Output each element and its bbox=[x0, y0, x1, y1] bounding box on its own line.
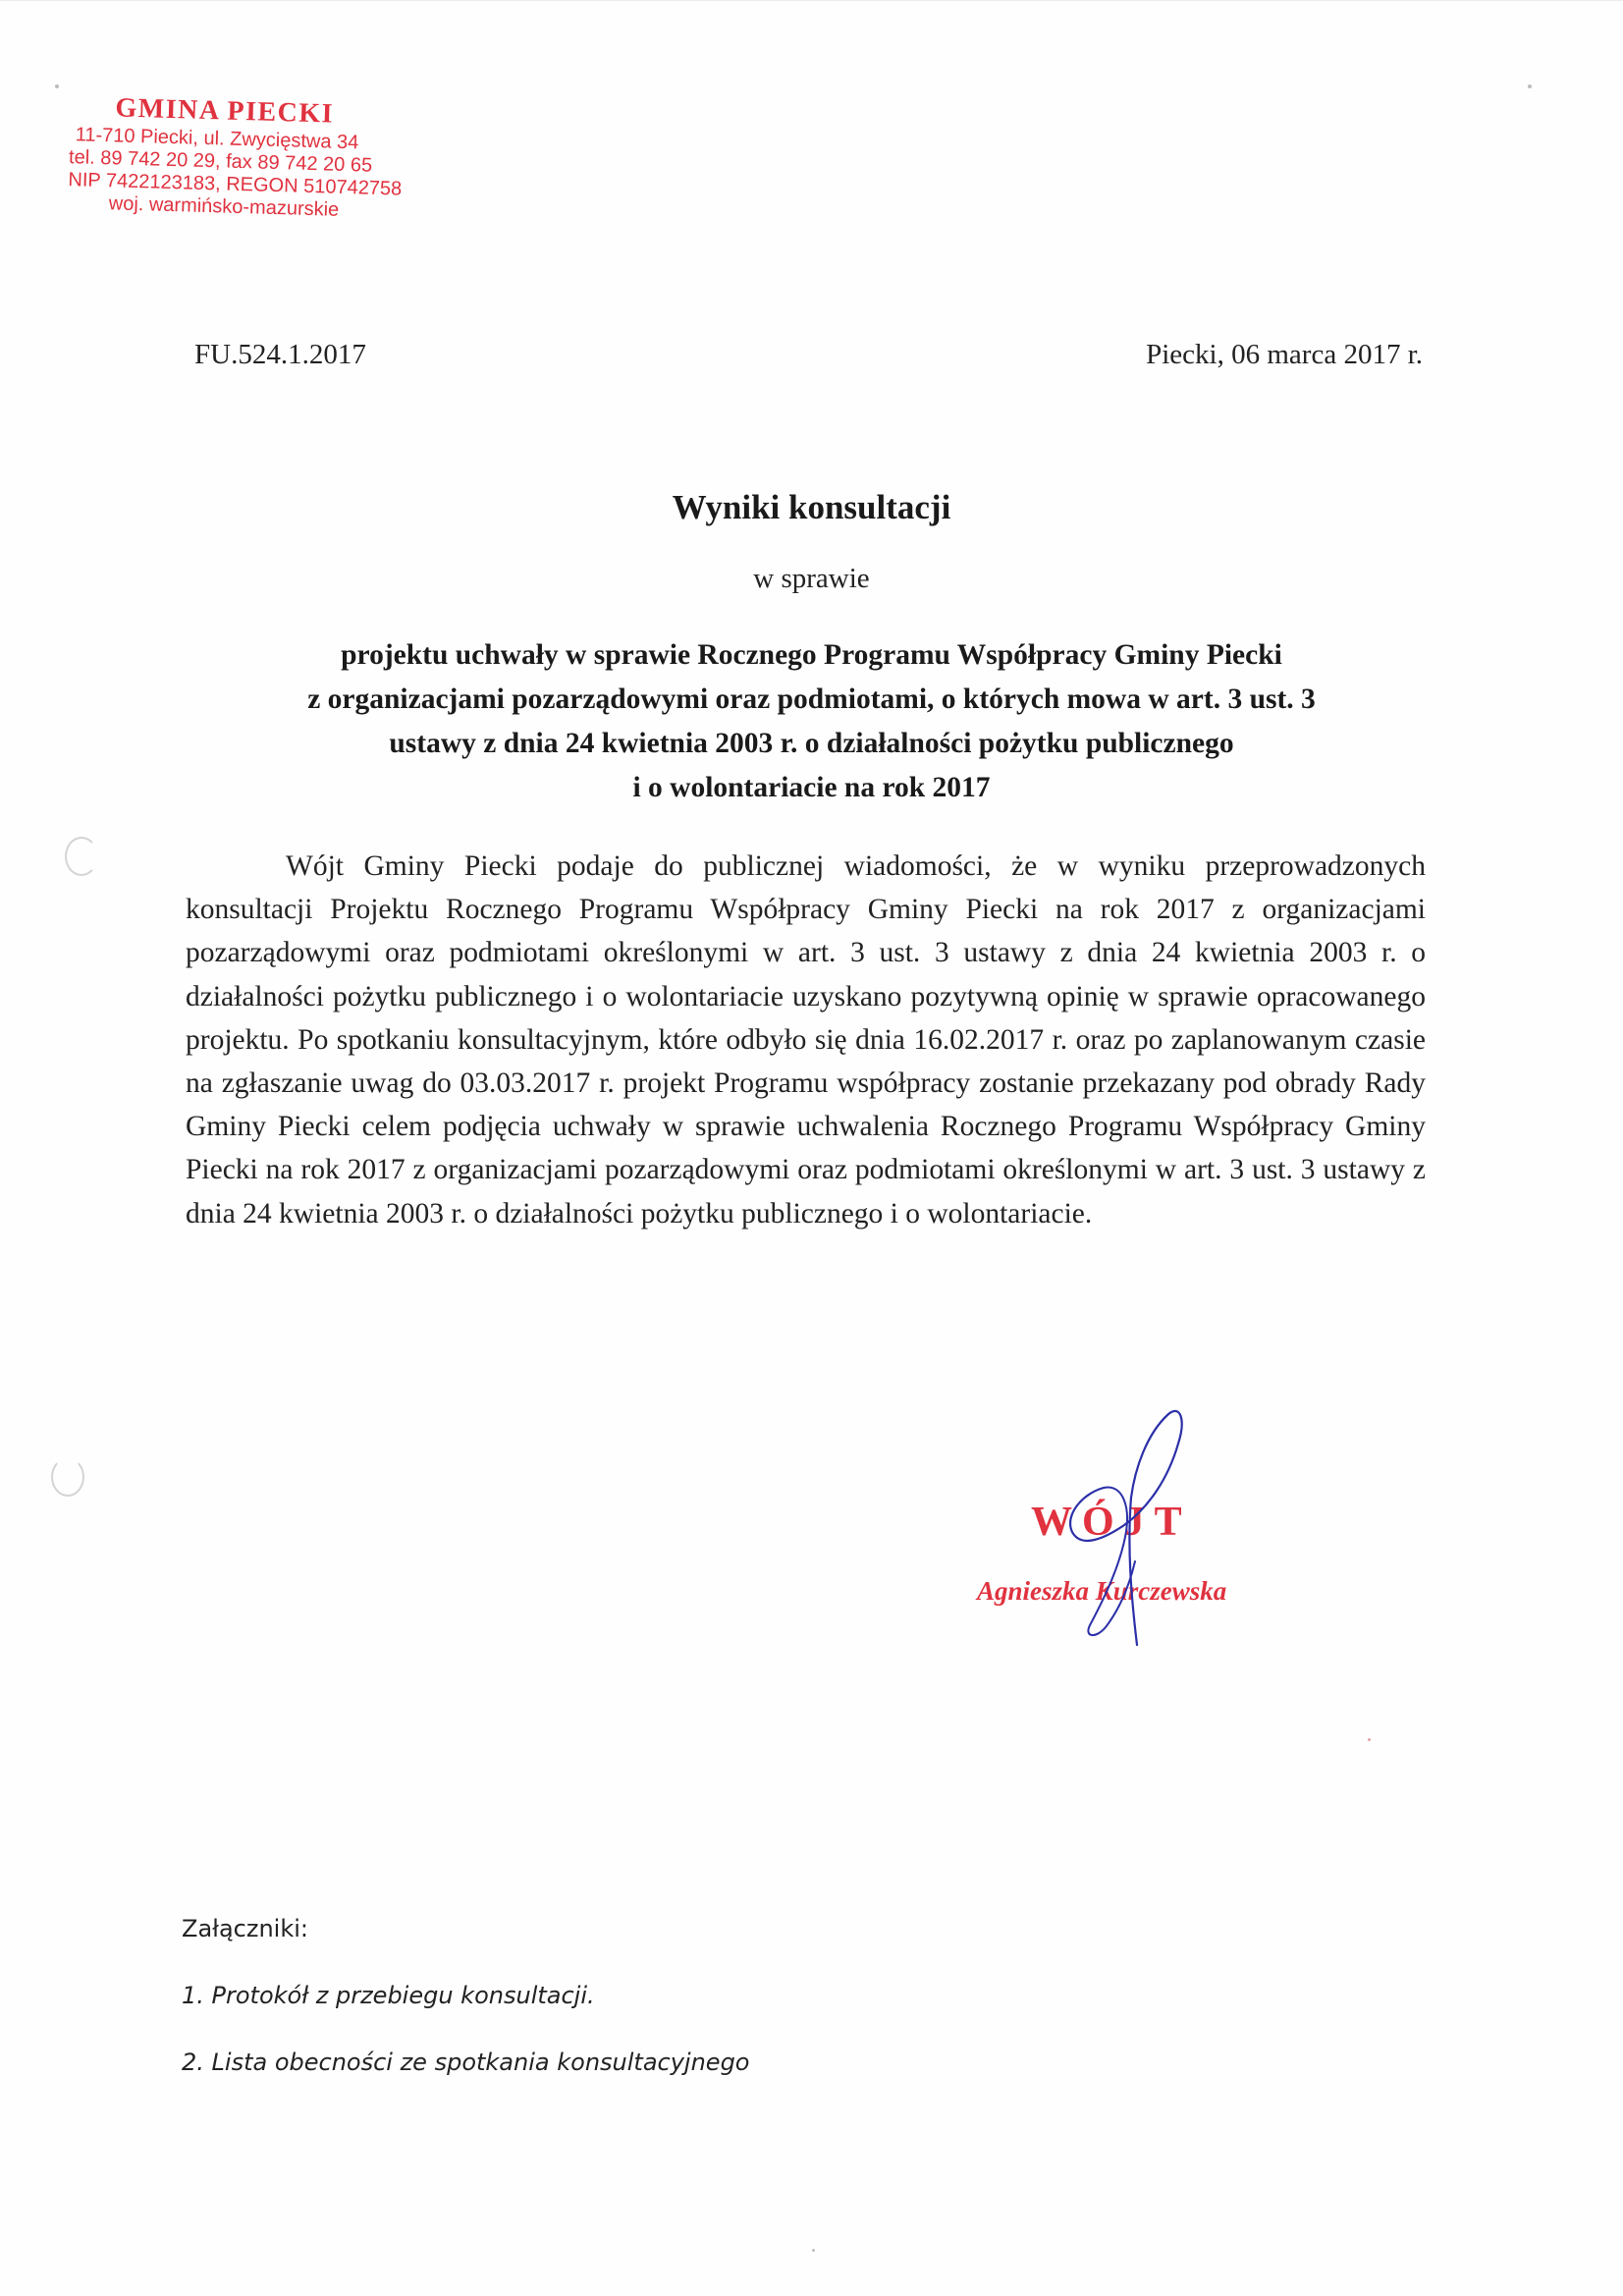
attachments-heading: Załączniki: bbox=[182, 1915, 308, 1942]
stamp-address: 11-710 Piecki, ul. Zwycięstwa 34 bbox=[75, 124, 359, 154]
subject-line: ustawy z dnia 24 kwietnia 2003 r. o działalności pożytku publicznego bbox=[389, 728, 1234, 759]
document-subtitle: w sprawie bbox=[753, 563, 870, 594]
attachment-item: 1. Protokół z przebiegu konsultacji. bbox=[182, 1982, 595, 2009]
punch-hole bbox=[65, 837, 98, 876]
handwritten-signature bbox=[1021, 1399, 1247, 1655]
stamp-municipality-name: GMINA PIECKI bbox=[115, 92, 335, 130]
place-and-date: Piecki, 06 marca 2017 r. bbox=[1146, 339, 1423, 370]
body-paragraph-text: Wójt Gminy Piecki podaje do publicznej wiadomości, że w wyniku przeprowadzonych konsultacji Projektu Rocznego Programu Współpracy Gminy Piecki na rok 2017 z organizacjami pozarządowymi oraz podmiotami określonymi w art. 3 ust. 3 ustawy z dnia 24 kwietnia 2003 r. o działalności pożytku publicznego i o wolontariacie uzyskano pozytywną opinię w sprawie opracowanego projektu. Po spotkaniu konsultacyjnym, które odbyło się dnia 16.02.2017 r. oraz po zaplanowanym czasie na zgłaszanie uwag do 03.03.2017 r. projekt Programu współpracy zostanie przekazany pod obrady Rady Gminy Piecki celem podjęcia uchwały w sprawie uchwalenia Rocznego Programu Współpracy Gminy Piecki na rok 2017 z organizacjami pozarządowymi oraz podmiotami określonymi w art. 3 ust. 3 ustawy z dnia 24 kwietnia 2003 r. o działalności pożytku publicznego i o wolontariacie. bbox=[186, 850, 1426, 1230]
document-title: Wyniki konsultacji bbox=[672, 488, 951, 526]
scan-speck bbox=[1368, 1738, 1371, 1741]
document-subject bbox=[177, 633, 1446, 810]
subject-line: projektu uchwały w sprawie Rocznego Programu Współpracy Gminy Piecki bbox=[341, 639, 1282, 671]
body-paragraph bbox=[186, 845, 1426, 1235]
stamp-tax-ids: NIP 7422123183, REGON 510742758 bbox=[68, 169, 403, 200]
scan-speck bbox=[1528, 84, 1532, 88]
signature-stamp-name: Agnieszka Kurczewska bbox=[977, 1576, 1227, 1606]
attachment-item: 2. Lista obecności ze spotkania konsultacyjnego bbox=[182, 2049, 750, 2076]
signature-stamp-title: WÓJT bbox=[1031, 1500, 1192, 1545]
municipality-stamp bbox=[63, 90, 459, 225]
subject-line: z organizacjami pozarządowymi oraz podmiotami, o których mowa w art. 3 ust. 3 bbox=[307, 683, 1316, 715]
reference-number: FU.524.1.2017 bbox=[194, 339, 366, 370]
attachments-section bbox=[182, 1915, 749, 2115]
stamp-voivodeship: woj. warmińsko-mazurskie bbox=[108, 192, 340, 221]
subject-line: i o wolontariacie na rok 2017 bbox=[632, 772, 991, 803]
scan-speck bbox=[55, 84, 59, 88]
scan-speck bbox=[812, 2249, 815, 2252]
stamp-phone: tel. 89 742 20 29, fax 89 742 20 65 bbox=[68, 146, 373, 177]
punch-hole bbox=[51, 1457, 84, 1497]
